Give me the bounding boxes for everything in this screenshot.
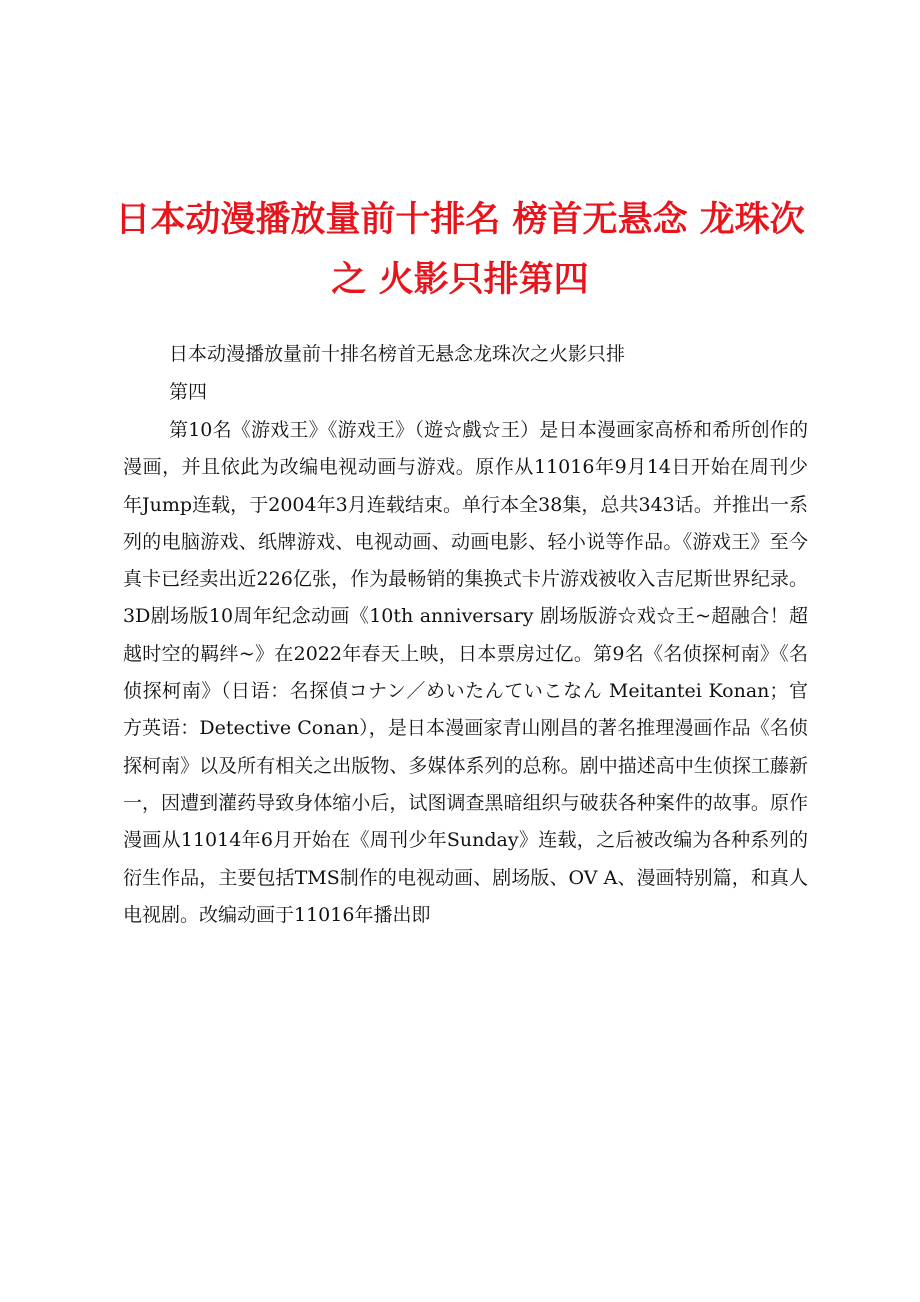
paragraph-intro: 日本动漫播放量前十排名榜首无悬念龙珠次之火影只排 <box>169 343 626 365</box>
document-title: 日本动漫播放量前十排名 榜首无悬念 龙珠次之 火影只排第四 <box>115 200 805 300</box>
paragraph-intro-continued: 第四 <box>169 381 208 403</box>
paragraph-main: 第10名《游戏王》《游戏王》（遊☆戲☆王）是日本漫画家高桥和希所创作的漫画，并且依此为改编电视动画与游戏。原作从11016年9月14日开始在周刊少年Jump连载，于2004年3月连载结束。单行本全38集，总共343话。并推出一系列的电脑游戏、纸牌游戏、电视动画、动画电影、轻小说等作品。《游戏王》至今真卡已经卖出近226亿张，作为最畅销的集换式卡片游戏被收入吉尼斯世界纪录。3D剧场版10周年纪念动画《10th anniversary 剧场版游☆戏☆王~超融合！超越时空的羁绊~》在2022年春天上映，日本票房过亿。第9名《名侦探柯南》《名侦探柯南》（日语：名探偵コナン／めいたんていこなん Meitantei Konan；官方英语：Detective Conan），是日本漫画家青山刚昌的著名推理漫画作品《名侦探柯南》以及所有相关之出版物、多媒体系列的总称。剧中描述高中生侦探工藤新一，因遭到灌药导致身体缩小后，试图调查黑暗组织与破获各种案件的故事。原作漫画从11014年6月开始在《周刊少年Sunday》连载，之后被改编为各种系列的衍生作品，主要包括TMS制作的电视动画、剧场版、OV A、漫画特别篇，和真人电视剧。改编动画于11016年播出即 <box>123 419 808 926</box>
document-body <box>123 336 808 934</box>
